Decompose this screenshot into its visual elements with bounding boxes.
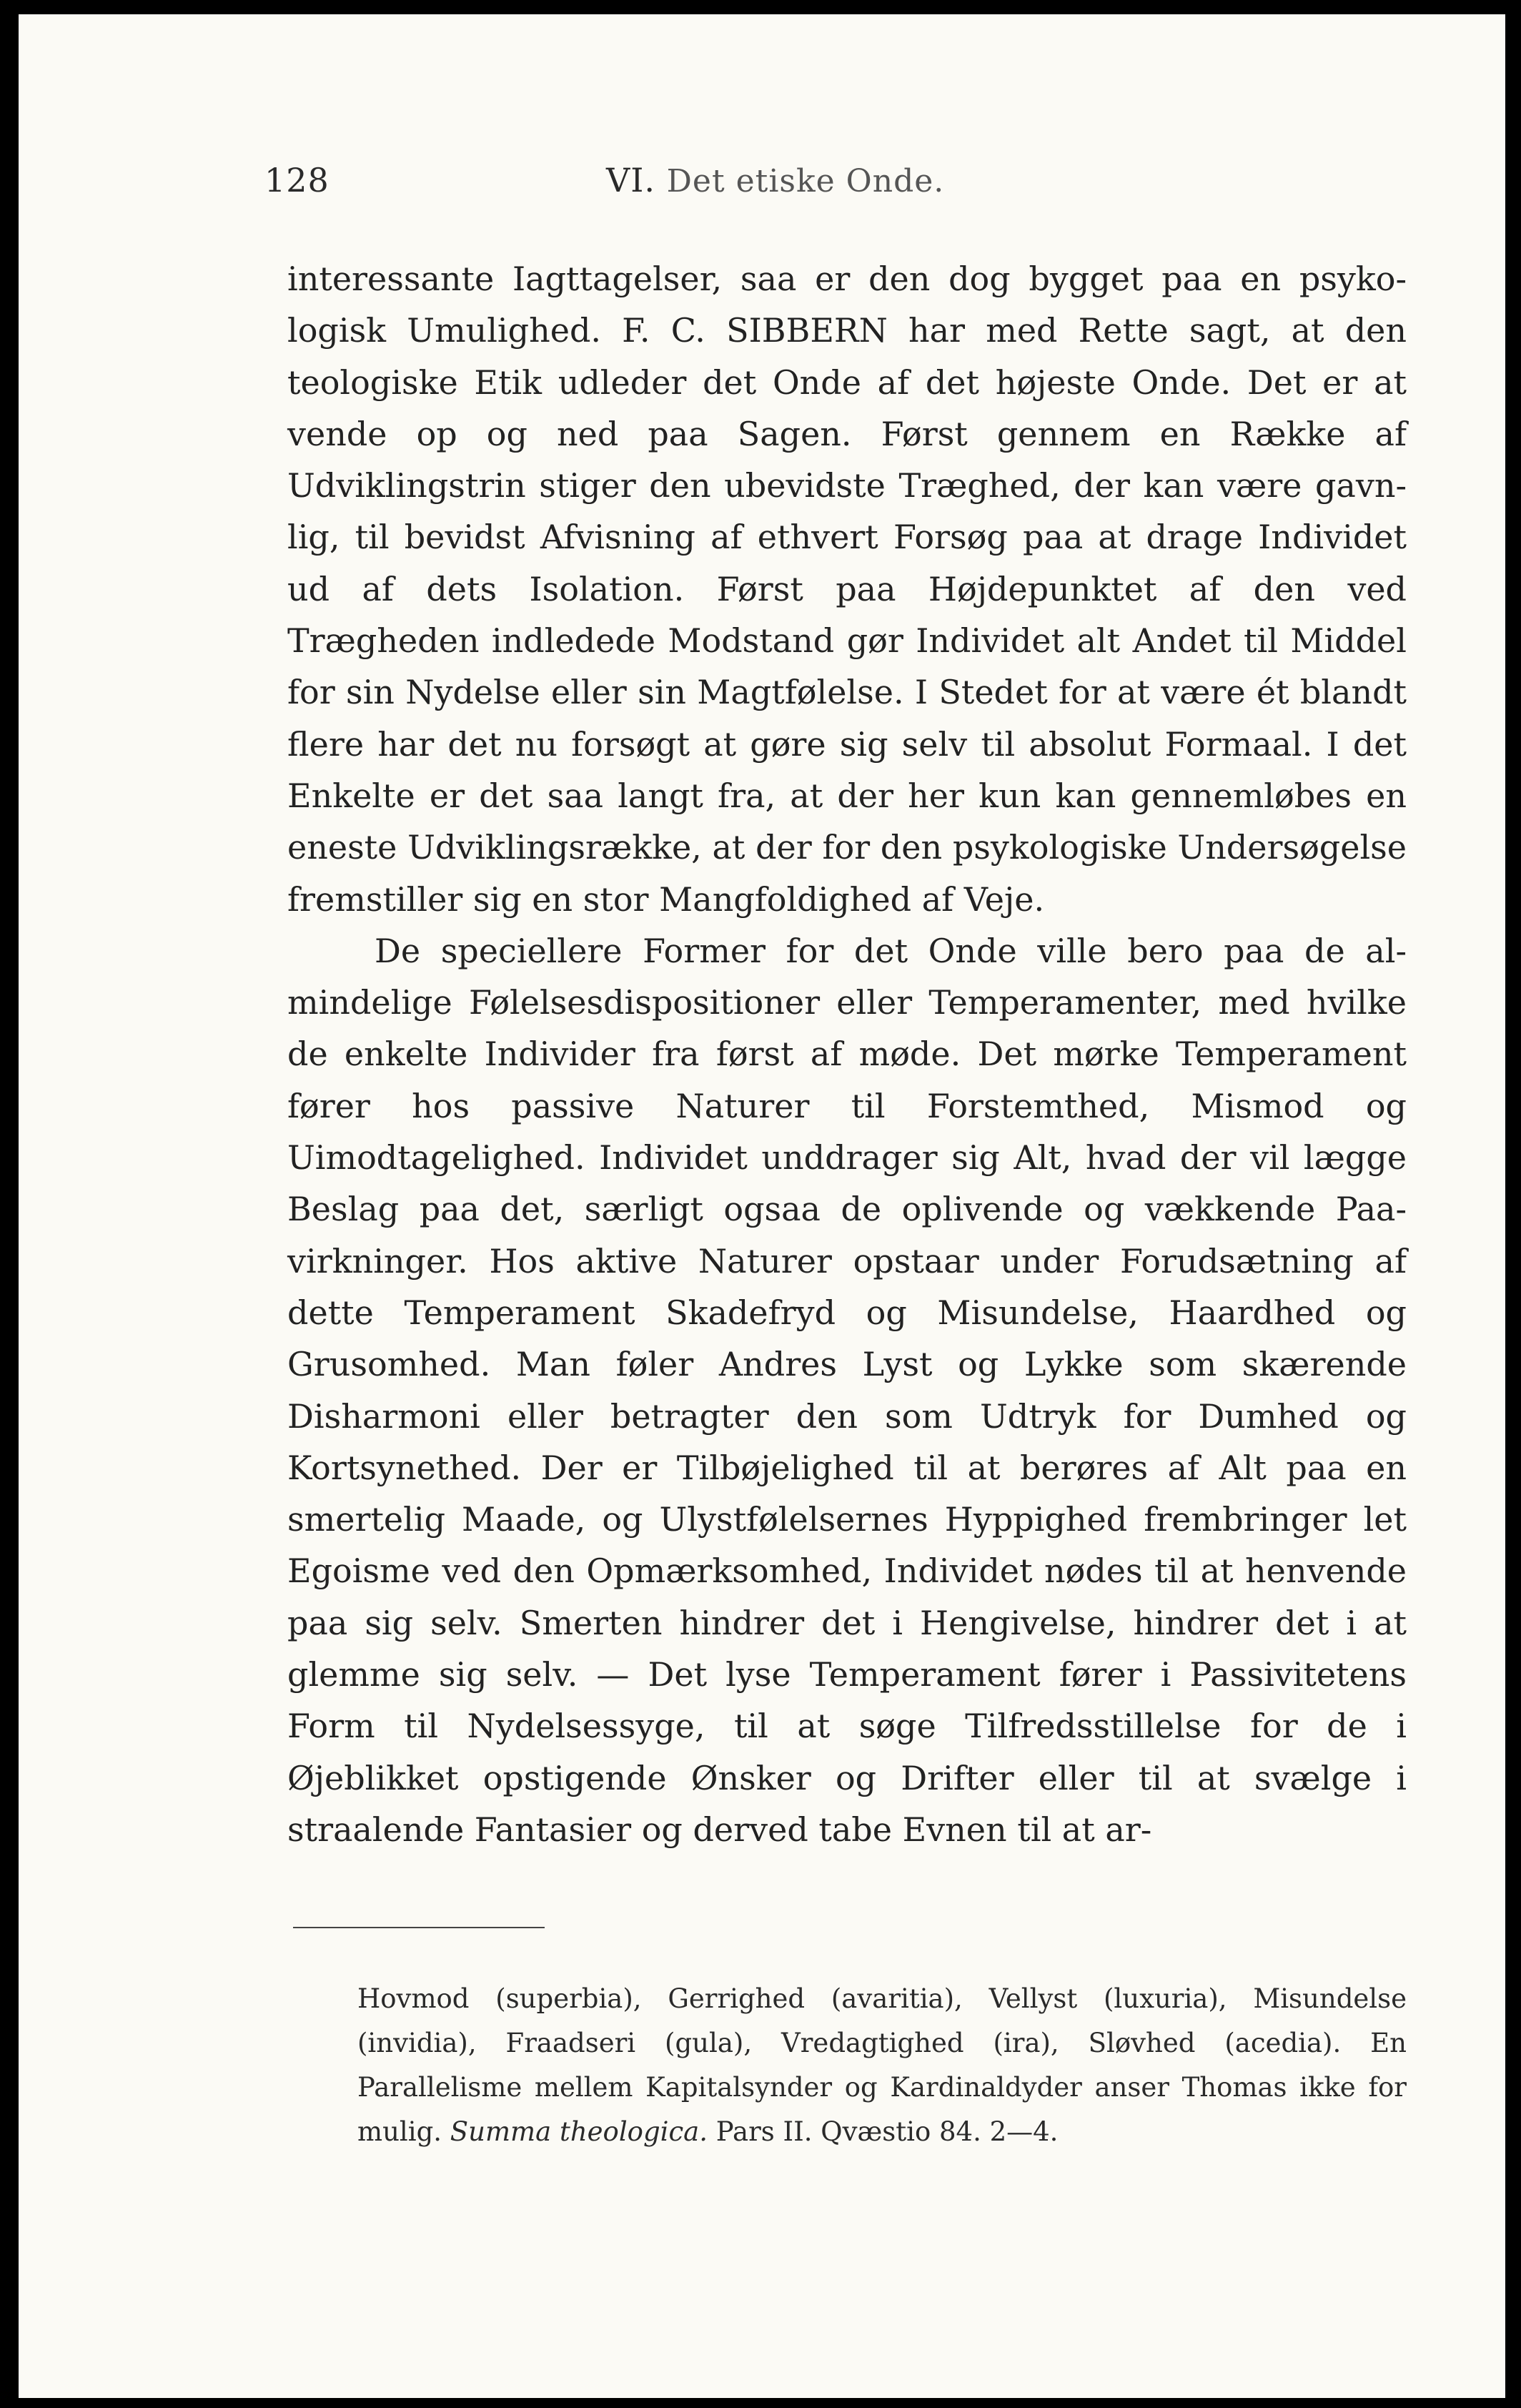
paragraph-2: De speciellere Former for det Onde ville bero paa de almindelige Følelsesdispositioner eller Temperamenter, med hvilke de enkelte Individer fra først af møde. Det mørke Temperament fører hos passive Naturer til Forstemthed, Mismod og Uimodtagelighed. Individet unddrager sig Alt, hvad der vil lægge Beslag paa det, særligt ogsaa de oplivende og vækkende Paavirkninger. Hos aktive Naturer opstaar under Forudsætning af dette Temperament Skadefryd og Misundelse, Haardhed og Grusomhed. Man føler Andres Lyst og Lykke som skærende Disharmoni eller betragter den som Udtryk for Dumhed og Kortsynethed. Der er Tilbøjelighed til at berøres af Alt paa en smertelig Maade, og Ulystfølelsernes Hyppighed frembringer let Egoisme ved den Opmærksomhed, Individet nødes til at henvende paa sig selv. Smerten hindrer det i Hengivelse, hindrer det i at glemme sig selv. — Det lyse Temperament fører i Passivitetens Form til Nydelsessyge, til at søge Tilfredsstillelse for de i Øjeblikket opstigende Ønsker og Drifter eller til at svælge i straalende Fantasier og derved tabe Evnen til at ar- — [287, 931, 1407, 1849]
footnote-text-end: Pars II. Qvæstio 84. 2—4. — [708, 2116, 1059, 2147]
page-number: 128 — [264, 161, 330, 199]
chapter-number: VI. — [606, 161, 656, 199]
page-header — [264, 161, 1494, 211]
chapter-title: Det etiske Onde. — [666, 163, 945, 199]
body-text — [287, 253, 1407, 1855]
running-head — [606, 161, 944, 199]
footnote-italic-title: Summa theologica. — [450, 2116, 708, 2147]
footnote-divider — [293, 1927, 545, 1928]
paragraph-1: interessante Iagttagelser, saa er den dog bygget paa en psykologisk Umulighed. F. C. SIBBERN har med Rette sagt, at den teologiske Etik udleder det Onde af det højeste Onde. Det er at vende op og ned paa Sagen. Først gennem en Række af Udviklingstrin stiger den ubevidste Træghed, der kan være gavnlig, til bevidst Afvisning af ethvert Forsøg paa at drage Individet ud af dets Isolation. Først paa Højdepunktet af den ved Trægheden indledede Modstand gør Individet alt Andet til Middel for sin Nydelse eller sin Magtfølelse. I Stedet for at være ét blandt flere har det nu forsøgt at gøre sig selv til absolut Formaal. I det Enkelte er det saa langt fra, at der her kun kan gennemløbes en eneste Udviklingsrække, at der for den psykologiske Undersøgelse fremstiller sig en stor Mangfoldighed af Veje. — [287, 260, 1407, 919]
footnote — [357, 1977, 1407, 2154]
footnote-text — [357, 1977, 1407, 2154]
footnote-text-start: Hovmod (superbia), Gerrighed (avaritia), Vellyst (luxuria), Misundelse (invidia), Fraadseri (gula), Vredagtighed (ira), Sløvhed (acedia). En Parallelisme mellem Kapitalsynder og Kardinaldyder anser Thomas ikke for mulig. — [357, 1983, 1407, 2147]
